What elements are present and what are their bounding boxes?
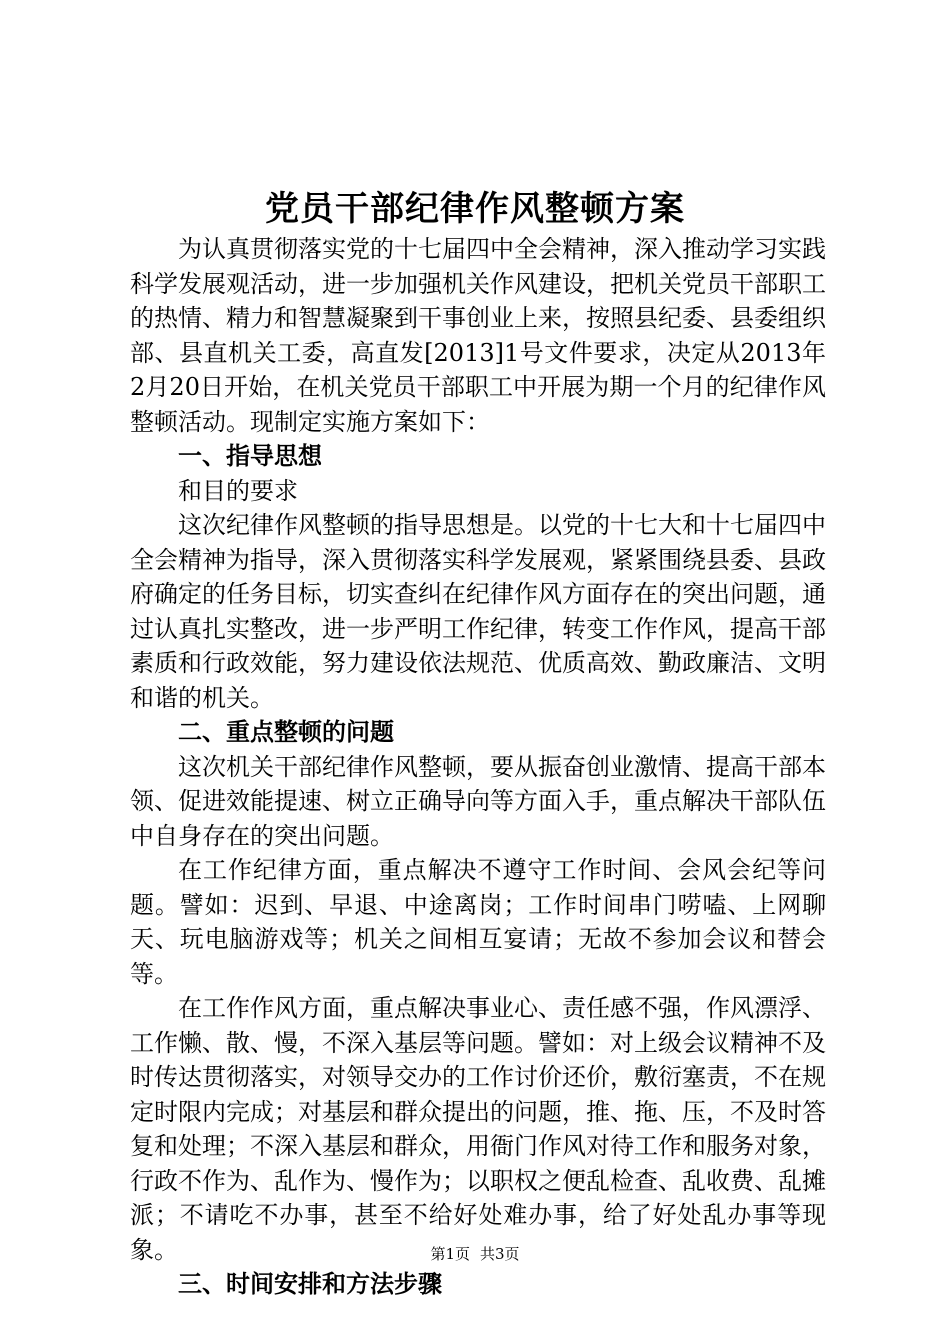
paragraph: 这次纪律作风整顿的指导思想是。以党的十七大和十七届四中全会精神为指导，深入贯彻落实科学发展观，紧紧围绕县委、县政府确定的任务目标，切实查纠在纪律作风方面存在的突出问题，通过认真扎实整改，进一步严明工作纪律，转变工作作风，提高干部素质和行政效能，努力建设依法规范、优质高效、勤政廉洁、文明和谐的机关。	[130, 511, 826, 712]
section-heading: 三、时间安排和方法步骤	[178, 1270, 442, 1298]
paragraph: 在工作纪律方面，重点解决不遵守工作时间、会风会纪等问题。譬如：迟到、早退、中途离岗；工作时间串门唠嗑、上网聊天、玩电脑游戏等；机关之间相互宴请；无故不参加会议和替会等。	[130, 856, 826, 988]
page-number: 第1页	[430, 1245, 470, 1263]
page-footer	[0, 1244, 950, 1264]
section-heading: 二、重点整顿的问题	[178, 718, 394, 746]
paragraph: 这次机关干部纪律作风整顿，要从振奋创业激情、提高干部本领、促进效能提速、树立正确导向等方面入手，重点解决干部队伍中自身存在的突出问题。	[130, 752, 826, 850]
paragraph: 为认真贯彻落实党的十七届四中全会精神，深入推动学习实践科学发展观活动，进一步加强机关作风建设，把机关党员干部职工的热情、精力和智慧凝聚到干事创业上来，按照县纪委、县委组织部、县直机关工委，高直发[2013]1号文件要求，决定从2013年2月20日开始，在机关党员干部职工中开展为期一个月的纪律作风整顿活动。现制定实施方案如下：	[130, 235, 826, 436]
section-heading: 一、指导思想	[178, 442, 322, 470]
paragraph: 在工作作风方面，重点解决事业心、责任感不强，作风漂浮、工作懒、散、慢，不深入基层等问题。譬如：对上级会议精神不及时传达贯彻落实，对领导交办的工作讨价还价，敷衍塞责，不在规定时限内完成；对基层和群众提出的问题，推、拖、压，不及时答复和处理；不深入基层和群众，用衙门作风对待工作和服务对象，行政不作为、乱作为、慢作为；以职权之便乱检查、乱收费、乱摊派；不请吃不办事，甚至不给好处难办事，给了好处乱办事等现象。	[130, 994, 826, 1264]
document-body	[130, 232, 826, 1302]
document-title: 党员干部纪律作风整顿方案	[265, 189, 685, 229]
paragraph: 和目的要求	[178, 476, 298, 505]
page-total: 共3页	[480, 1245, 520, 1263]
